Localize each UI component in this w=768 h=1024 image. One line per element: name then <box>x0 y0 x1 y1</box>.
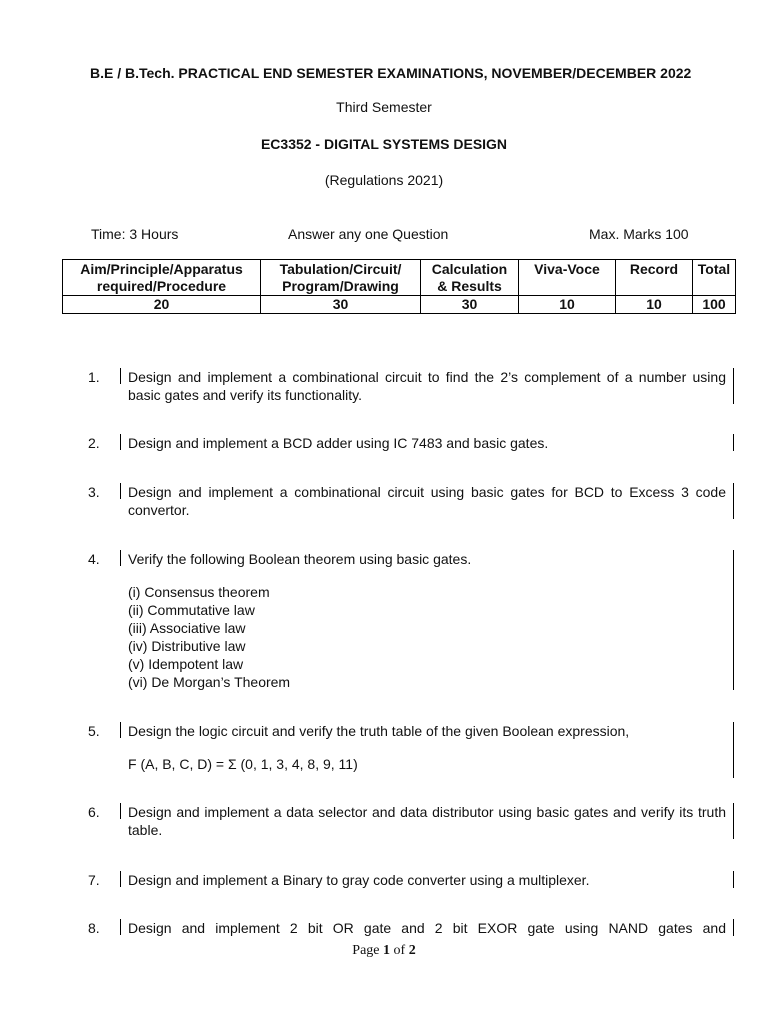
marks-value-record: 10 <box>616 296 693 314</box>
left-rule <box>120 871 121 887</box>
marks-value-viva: 10 <box>519 296 616 314</box>
exam-title: B.E / B.Tech. PRACTICAL END SEMESTER EXAMINATIONS, NOVEMBER/DECEMBER 2022 <box>90 65 692 81</box>
right-rule <box>733 919 734 936</box>
header-line: & Results <box>437 278 502 294</box>
header-line: Total <box>697 261 731 277</box>
question-text: Design and implement a Binary to gray code converter using a multiplexer. <box>128 872 590 888</box>
left-rule <box>120 550 121 566</box>
right-rule <box>733 550 734 690</box>
question-text: Design and implement a combinational circuit using basic gates for BCD to Excess 3 code convertor. <box>128 484 726 518</box>
left-rule <box>120 803 121 819</box>
marks-value-tabulation: 30 <box>261 296 421 314</box>
marks-header-total <box>693 260 736 296</box>
question-number: 7. <box>88 872 100 888</box>
theorem-item: (vi) De Morgan’s Theorem <box>128 674 291 690</box>
right-rule <box>733 803 734 839</box>
header-line: Tabulation/Circuit/ <box>279 261 402 277</box>
question-text: Design and implement a BCD adder using IC 7483 and basic gates. <box>128 435 549 451</box>
question-number: 4. <box>88 551 100 567</box>
marks-value-calculation: 30 <box>421 296 519 314</box>
header-line: Program/Drawing <box>282 278 399 294</box>
marks-header-tabulation <box>261 260 421 296</box>
question-number: 6. <box>88 804 100 820</box>
semester-label: Third Semester <box>336 99 432 115</box>
theorem-item: (i) Consensus theorem <box>128 584 270 600</box>
question-number: 2. <box>88 435 100 451</box>
left-rule <box>120 483 121 499</box>
theorem-list <box>128 583 290 691</box>
regulations-label: (Regulations 2021) <box>324 172 444 188</box>
course-title: EC3352 - DIGITAL SYSTEMS DESIGN <box>260 136 508 152</box>
marks-table-header-row <box>63 260 736 296</box>
left-rule <box>120 722 121 738</box>
max-marks: Max. Marks 100 <box>589 226 689 242</box>
theorem-item: (ii) Commutative law <box>128 602 255 618</box>
right-rule <box>733 871 734 888</box>
right-rule <box>733 368 734 404</box>
question-text: Design the logic circuit and verify the truth table of the given Boolean expression, <box>128 723 630 739</box>
marks-header-aim <box>63 260 261 296</box>
page-footer <box>0 943 768 959</box>
left-rule <box>120 919 121 935</box>
theorem-item: (iv) Distributive law <box>128 638 246 654</box>
left-rule <box>120 434 121 450</box>
left-rule <box>120 368 121 384</box>
header-line: required/Procedure <box>96 278 227 294</box>
marks-table <box>62 259 736 314</box>
exam-instruction: Answer any one Question <box>288 226 449 242</box>
header-line: Aim/Principle/Apparatus <box>80 261 243 277</box>
question-number: 5. <box>88 723 100 739</box>
question-number: 3. <box>88 484 100 500</box>
theorem-item: (iii) Associative law <box>128 620 246 636</box>
theorem-item: (v) Idempotent law <box>128 656 244 672</box>
question-number: 1. <box>88 369 100 385</box>
marks-value-aim: 20 <box>63 296 261 314</box>
page-word: Page <box>352 943 380 958</box>
question-number: 8. <box>88 920 100 936</box>
marks-value-total: 100 <box>693 296 736 314</box>
page-number: 1 <box>383 943 391 958</box>
marks-header-viva <box>519 260 616 296</box>
marks-header-calculation <box>421 260 519 296</box>
header-line: Calculation <box>431 261 508 277</box>
question-text: Verify the following Boolean theorem using basic gates. <box>128 551 472 567</box>
exam-time: Time: 3 Hours <box>91 226 179 242</box>
marks-table-values-row <box>63 296 736 314</box>
question-text: Design and implement a combinational circuit to find the 2’s complement of a number using basic gates and verify its functionality. <box>128 369 726 403</box>
page-total: 2 <box>408 943 416 958</box>
marks-header-record <box>616 260 693 296</box>
header-line: Viva-Voce <box>534 261 600 277</box>
question-text: Design and implement 2 bit OR gate and 2 bit EXOR gate using NAND gates and <box>128 920 726 936</box>
of-word: of <box>393 943 406 958</box>
boolean-expression: F (A, B, C, D) = Σ (0, 1, 3, 4, 8, 9, 11) <box>128 756 358 772</box>
right-rule <box>733 434 734 451</box>
header-line: Record <box>629 261 679 277</box>
question-text: Design and implement a data selector and data distributor using basic gates and verify its truth table. <box>128 804 726 838</box>
right-rule <box>733 483 734 519</box>
right-rule <box>733 722 734 778</box>
